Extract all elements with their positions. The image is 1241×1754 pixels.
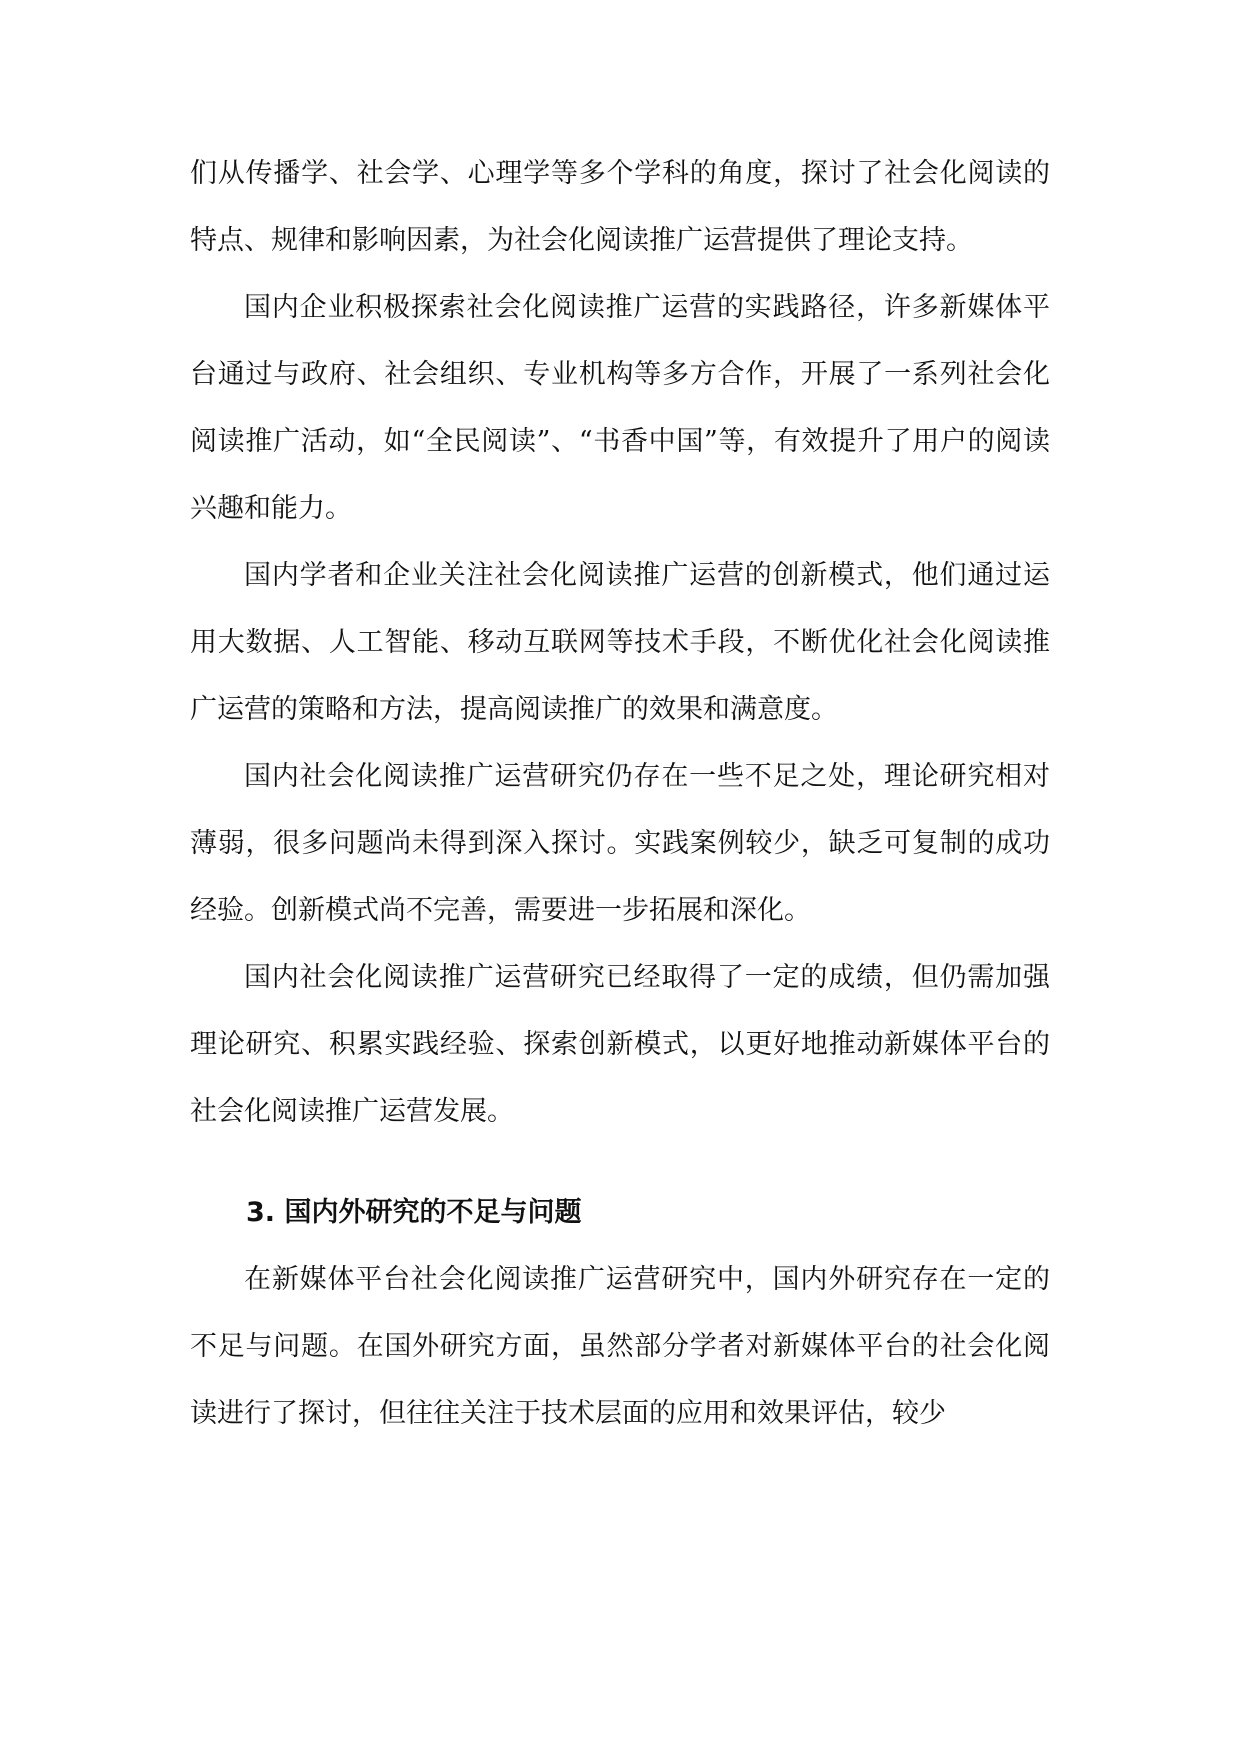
section-heading: 3. 国内外研究的不足与问题 xyxy=(246,1197,582,1228)
paragraph-domestic-enterprises: 国内企业积极探索社会化阅读推广运营的实践路径，许多新媒体平台通过与政府、社会组织、专业机构等多方合作，开展了一系列社会化阅读推广活动，如“全民阅读”、“书香中国”等，有效提升了用户的阅读兴趣和能力。 xyxy=(190,292,1050,524)
paragraph-continued: 们从传播学、社会学、心理学等多个学科的角度，探讨了社会化阅读的特点、规律和影响因素，为社会化阅读推广运营提供了理论支持。 xyxy=(190,158,1050,256)
paragraph-innovation-models: 国内学者和企业关注社会化阅读推广运营的创新模式，他们通过运用大数据、人工智能、移动互联网等技术手段，不断优化社会化阅读推广运营的策略和方法，提高阅读推广的效果和满意度。 xyxy=(190,560,1050,725)
paragraph-shortcomings: 国内社会化阅读推广运营研究仍存在一些不足之处，理论研究相对薄弱，很多问题尚未得到深入探讨。实践案例较少，缺乏可复制的成功经验。创新模式尚不完善，需要进一步拓展和深化。 xyxy=(190,761,1050,926)
paragraph-research-problems: 在新媒体平台社会化阅读推广运营研究中，国内外研究存在一定的不足与问题。在国外研究方面，虽然部分学者对新媒体平台的社会化阅读进行了探讨，但往往关注于技术层面的应用和效果评估，较少 xyxy=(190,1264,1050,1429)
paragraph-summary: 国内社会化阅读推广运营研究已经取得了一定的成绩，但仍需加强理论研究、积累实践经验、探索创新模式，以更好地推动新媒体平台的社会化阅读推广运营发展。 xyxy=(190,962,1050,1127)
document-body xyxy=(190,140,1050,1447)
